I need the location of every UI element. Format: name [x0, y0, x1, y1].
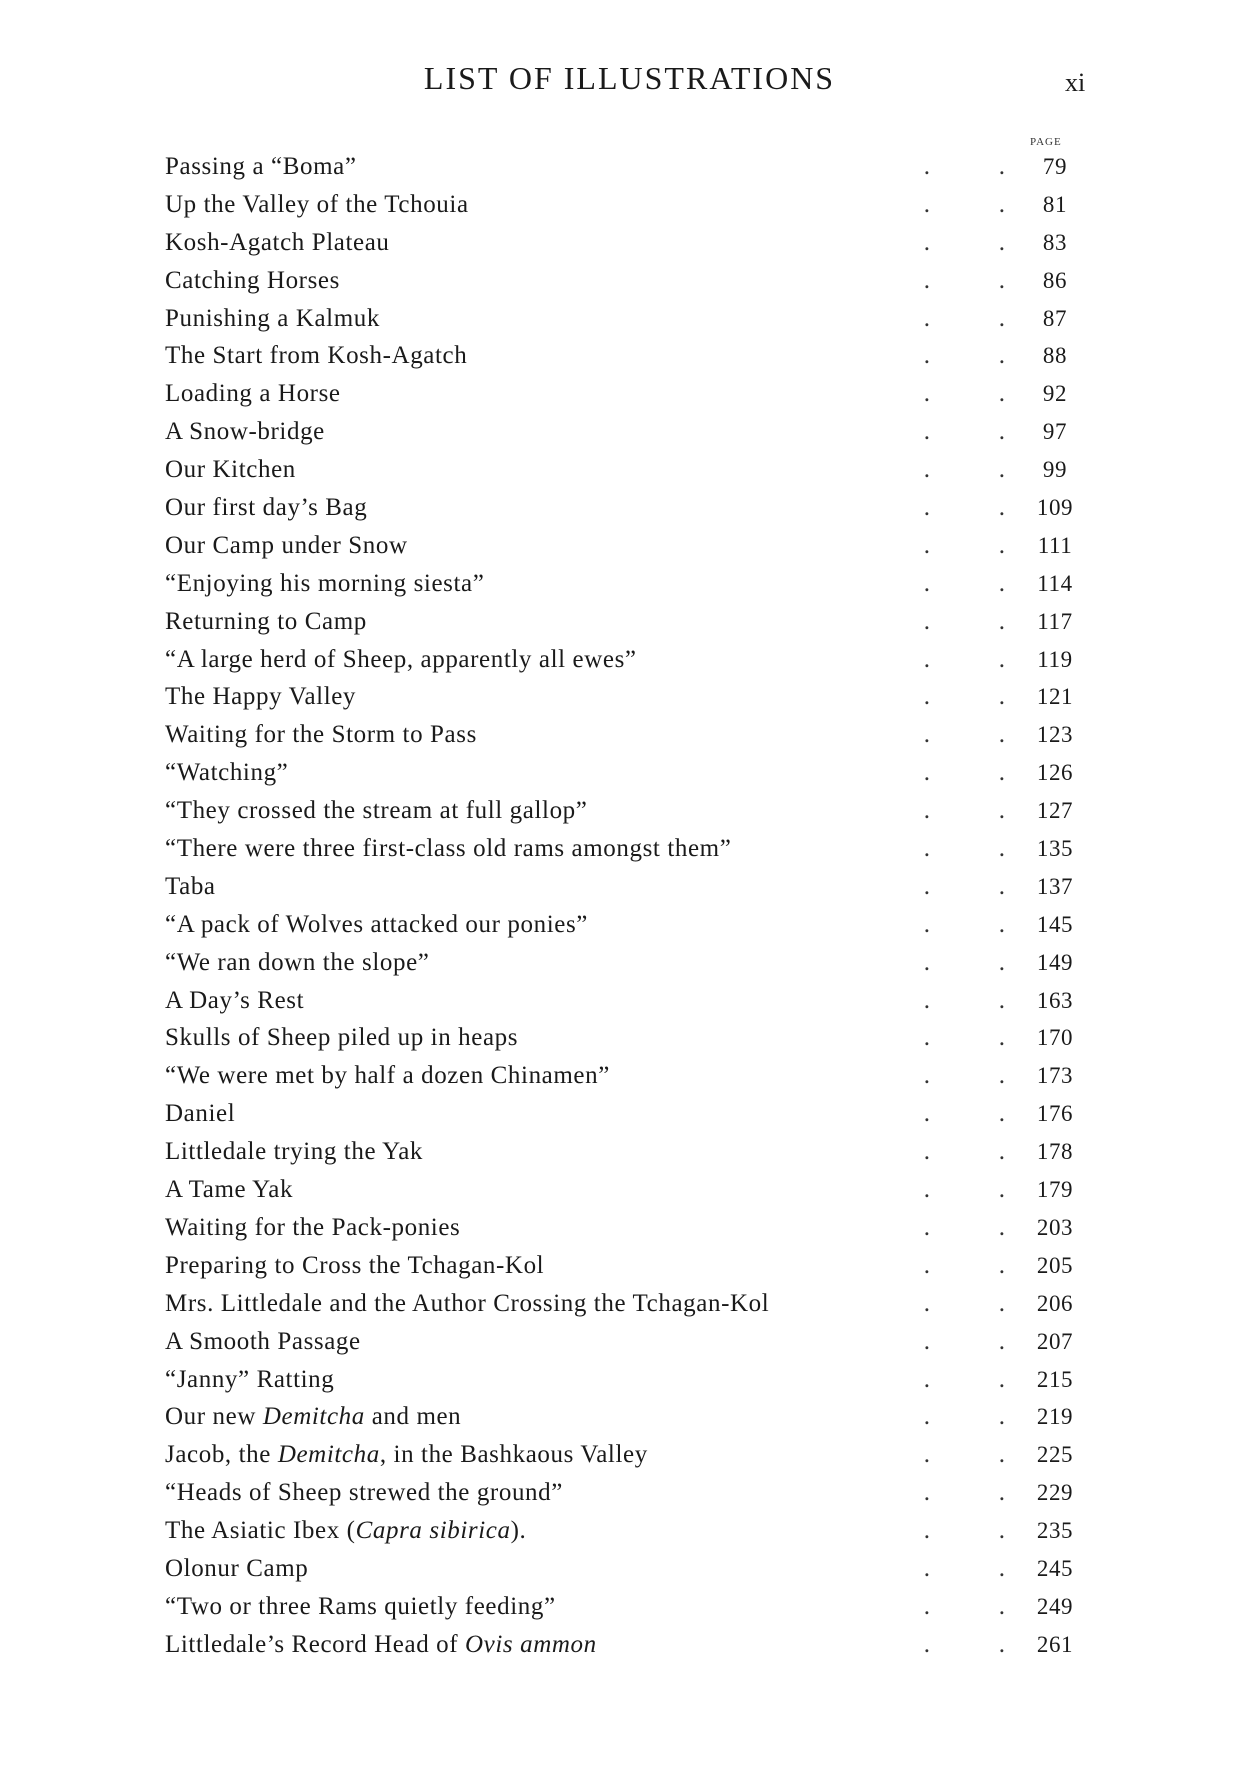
entry-page-number: 179 [1036, 1177, 1074, 1203]
entry-title: Returning to Camp [165, 607, 367, 635]
list-item [165, 1285, 1085, 1323]
list-item [165, 527, 1085, 565]
entry-page-number: 163 [1036, 987, 1074, 1013]
entry-page-number: 121 [1036, 684, 1074, 710]
entry-title: Mrs. Littledale and the Author Crossing the Tchagan-Kol [165, 1289, 770, 1317]
list-item [165, 224, 1085, 262]
entry-title: A Snow-bridge [165, 418, 325, 446]
entry-page-number: 206 [1036, 1290, 1074, 1316]
entry-page-number: 229 [1036, 1480, 1074, 1506]
list-item [165, 678, 1085, 716]
list-item [165, 754, 1085, 792]
dot-leader: . . [923, 910, 1005, 938]
list-item [165, 565, 1085, 603]
entry-title: “We were met by half a dozen Chinamen” [165, 1062, 610, 1090]
dot-leader: . . [923, 948, 1005, 976]
list-item [165, 186, 1085, 224]
entry-page-number: 123 [1036, 722, 1074, 748]
dot-leader: . . [923, 1062, 1005, 1090]
entry-page-number: 149 [1036, 949, 1074, 975]
entry-title-italic: Demitcha [277, 1441, 380, 1469]
list-item [165, 1323, 1085, 1361]
entry-page-number: 176 [1036, 1101, 1074, 1127]
dot-leader: . . [923, 456, 1005, 484]
dot-leader: . . [923, 1251, 1005, 1279]
entry-page-number: 205 [1036, 1252, 1074, 1278]
entry-title: “Heads of Sheep strewed the ground” [165, 1479, 563, 1507]
entry-title: Passing a “Boma” [165, 153, 357, 180]
entry-page-number: 99 [1042, 457, 1068, 483]
entry-title: “A large herd of Sheep, apparently all ewes” [165, 645, 637, 673]
dot-leader: . . [923, 1441, 1005, 1469]
list-item [165, 300, 1085, 338]
dot-leader: . . [923, 1630, 1005, 1658]
dot-leader: . . [923, 531, 1005, 559]
entry-page-number: 207 [1036, 1328, 1074, 1354]
page-column-label: PAGE [1030, 136, 1062, 148]
entry-title: A Day’s Rest [165, 986, 305, 1014]
list-item [165, 906, 1085, 944]
list-item [165, 1247, 1085, 1285]
dot-leader: . . [923, 228, 1005, 256]
dot-leader: . . [923, 986, 1005, 1014]
list-item [165, 1057, 1085, 1095]
list-item [165, 1550, 1085, 1588]
entry-page-number: 173 [1036, 1063, 1074, 1089]
entry-title: Up the Valley of the Tchouia [165, 190, 469, 218]
page-title: LIST OF ILLUSTRATIONS [423, 60, 836, 96]
entry-page-number: 83 [1042, 229, 1068, 255]
list-item [165, 489, 1085, 527]
entry-title: Our Camp under Snow [165, 531, 408, 559]
entry-title: A Tame Yak [165, 1176, 294, 1204]
dot-leader: . . [923, 1327, 1005, 1355]
entry-title: Waiting for the Storm to Pass [165, 721, 477, 749]
entry-page-number: 88 [1042, 343, 1068, 369]
list-item [165, 1361, 1085, 1399]
entry-title-italic: Capra sibirica [355, 1517, 511, 1545]
dot-leader: . . [923, 645, 1005, 673]
list-item [165, 944, 1085, 982]
dot-leader: . . [923, 190, 1005, 218]
list-item [165, 1171, 1085, 1209]
entry-title: Waiting for the Pack-ponies [165, 1213, 461, 1241]
entry-page-number: 127 [1036, 798, 1074, 824]
list-item [165, 1095, 1085, 1133]
dot-leader: . . [923, 1517, 1005, 1545]
entry-title: Punishing a Kalmuk [165, 304, 380, 332]
list-item [165, 413, 1085, 451]
entry-title: Loading a Horse [165, 380, 341, 408]
entry-page-number: 215 [1036, 1366, 1074, 1392]
entry-title: Kosh-Agatch Plateau [165, 228, 390, 256]
dot-leader: . . [923, 1365, 1005, 1393]
entry-page-number: 97 [1042, 419, 1068, 445]
entry-page-number: 111 [1037, 532, 1073, 558]
entry-title-text: Our new [165, 1403, 263, 1431]
list-item [165, 982, 1085, 1020]
entry-page-number: 203 [1036, 1214, 1074, 1240]
entry-page-number: 92 [1042, 381, 1068, 407]
entry-title-text: Littledale’s Record Head of [165, 1630, 466, 1658]
dot-leader: . . [923, 872, 1005, 900]
dot-leader: . . [923, 569, 1005, 597]
entry-title: Daniel [165, 1100, 236, 1128]
entry-title-italic: Demitcha [262, 1403, 365, 1431]
entry-title: “There were three first-class old rams amongst them” [165, 835, 732, 863]
entry-title: Our first day’s Bag [165, 494, 368, 522]
entry-page-number: 245 [1036, 1555, 1074, 1581]
entry-title-italic: Ovis ammon [465, 1630, 597, 1658]
dot-leader: . . [923, 797, 1005, 825]
dot-leader: . . [923, 1100, 1005, 1128]
list-item [165, 148, 1085, 186]
entry-title [165, 1436, 648, 1474]
entry-title: Our Kitchen [165, 456, 296, 484]
list-item [165, 868, 1085, 906]
entry-title-text: and men [364, 1403, 462, 1431]
dot-leader: . . [923, 1289, 1005, 1317]
entry-page-number: 109 [1036, 495, 1074, 521]
entry-page-number: 117 [1037, 608, 1073, 634]
entry-page-number: 119 [1037, 646, 1073, 672]
list-item [165, 716, 1085, 754]
dot-leader: . . [923, 304, 1005, 332]
entry-page-number: 86 [1042, 267, 1068, 293]
entry-page-number: 145 [1036, 911, 1074, 937]
list-item [165, 1436, 1085, 1474]
list-item [165, 792, 1085, 830]
list-item [165, 1626, 1085, 1664]
entry-page-number: 81 [1042, 191, 1068, 217]
dot-leader: . . [923, 1024, 1005, 1052]
entry-title: A Smooth Passage [165, 1327, 361, 1355]
entry-page-number: 137 [1036, 873, 1074, 899]
entry-title: “A pack of Wolves attacked our ponies” [165, 910, 588, 938]
list-item [165, 830, 1085, 868]
entry-title [165, 1512, 526, 1550]
entry-title [165, 1398, 461, 1436]
entry-page-number: 135 [1036, 836, 1074, 862]
dot-leader: . . [923, 1213, 1005, 1241]
dot-leader: . . [923, 1479, 1005, 1507]
list-item [165, 603, 1085, 641]
list-item [165, 1019, 1085, 1057]
list-item [165, 375, 1085, 413]
entry-page-number: 235 [1036, 1518, 1074, 1544]
dot-leader: . . [923, 721, 1005, 749]
entry-title: “We ran down the slope” [165, 948, 430, 976]
list-item [165, 641, 1085, 679]
list-item [165, 451, 1085, 489]
entry-title: “Enjoying his morning siesta” [165, 569, 485, 597]
dot-leader: . . [923, 1554, 1005, 1582]
entry-page-number: 225 [1036, 1442, 1074, 1468]
entry-title-text: The Asiatic Ibex ( [165, 1517, 356, 1545]
entry-title: Preparing to Cross the Tchagan-Kol [165, 1251, 545, 1279]
dot-leader: . . [923, 759, 1005, 787]
entry-title: Taba [165, 872, 216, 900]
entry-title-text: , in the Bashkaous Valley [379, 1441, 648, 1469]
entry-title: The Start from Kosh-Agatch [165, 342, 468, 370]
entry-title: The Happy Valley [165, 683, 357, 711]
dot-leader: . . [923, 494, 1005, 522]
entry-title: Skulls of Sheep piled up in heaps [165, 1024, 519, 1052]
dot-leader: . . [923, 683, 1005, 711]
illustrations-list [165, 148, 1085, 1664]
dot-leader: . . [923, 266, 1005, 294]
list-item [165, 1588, 1085, 1626]
list-item [165, 1398, 1085, 1436]
dot-leader: . . [923, 418, 1005, 446]
dot-leader: . . [923, 342, 1005, 370]
dot-leader: . . [923, 1138, 1005, 1166]
entry-page-number: 87 [1042, 305, 1068, 331]
entry-page-number: 249 [1036, 1593, 1074, 1619]
list-item [165, 337, 1085, 375]
dot-leader: . . [923, 835, 1005, 863]
entry-page-number: 114 [1037, 570, 1073, 596]
entry-page-number: 261 [1036, 1631, 1074, 1657]
page-folio: xi [1065, 68, 1086, 97]
entry-title [165, 1626, 597, 1664]
entry-title: “Watching” [165, 759, 289, 787]
entry-title: “They crossed the stream at full gallop” [165, 797, 588, 825]
list-item [165, 1133, 1085, 1171]
entry-page-number: 219 [1036, 1404, 1074, 1430]
list-item [165, 1209, 1085, 1247]
entry-title-text: ). [510, 1517, 527, 1545]
entry-title: Littledale trying the Yak [165, 1138, 424, 1166]
list-item [165, 1512, 1085, 1550]
entry-title: Catching Horses [165, 266, 340, 294]
entry-page-number: 79 [1042, 154, 1068, 179]
dot-leader: . . [923, 1403, 1005, 1431]
entry-page-number: 178 [1036, 1139, 1074, 1165]
dot-leader: . . [923, 1176, 1005, 1204]
list-item [165, 1474, 1085, 1512]
entry-title-text: Jacob, the [165, 1441, 278, 1469]
dot-leader: . . [923, 607, 1005, 635]
entry-page-number: 170 [1036, 1025, 1074, 1051]
dot-leader: . . [923, 1592, 1005, 1620]
dot-leader: . . [923, 380, 1005, 408]
entry-page-number: 126 [1036, 760, 1074, 786]
dot-leader: . . [923, 153, 1005, 180]
entry-title: Olonur Camp [165, 1554, 309, 1582]
entry-title: “Two or three Rams quietly feeding” [165, 1592, 556, 1620]
entry-title: “Janny” Ratting [165, 1365, 335, 1393]
list-item [165, 262, 1085, 300]
